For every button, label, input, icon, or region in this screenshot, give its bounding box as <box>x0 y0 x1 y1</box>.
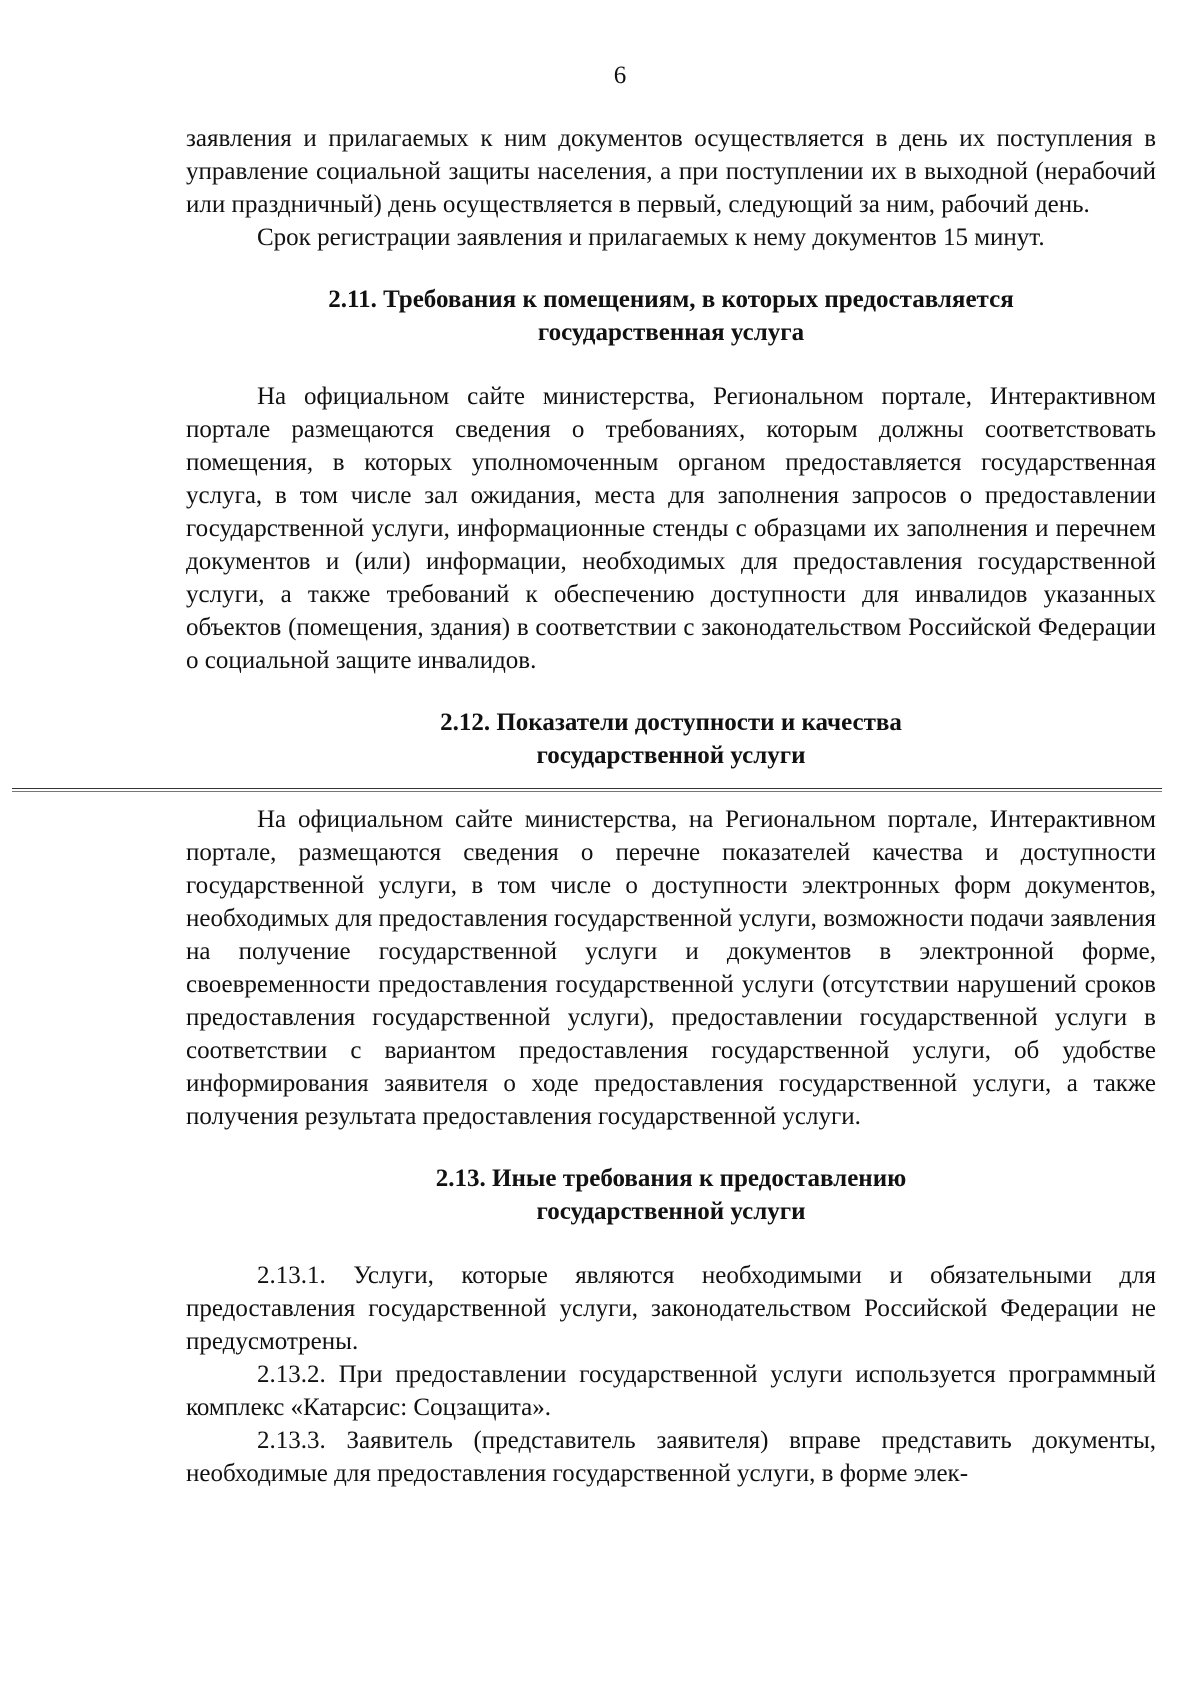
section-2-12-heading-line-2: государственной услуги <box>536 742 806 769</box>
section-2-11-heading <box>186 283 1156 349</box>
section-2-13-heading-line-2: государственной услуги <box>536 1198 806 1225</box>
section-2-13-heading <box>186 1162 1156 1228</box>
document-body <box>186 122 1156 1490</box>
section-2-12-paragraph: На официальном сайте министерства, на Региональном портале, Интерактивном портале, размещаются сведения о перечне показателей качества и доступности государственной услуги, в том числе о доступности электронных форм документов, необходимых для предоставления государственной услуги, возможности подачи заявления на получение государственной услуги и документов в электронной форме, своевременности предоставления государственной услуги (отсутствии нарушений сроков предоставления государственной услуги), предоставлении государственной услуги в соответствии с вариантом предоставления государственной услуги, об удобстве информирования заявителя о ходе предоставления государственной услуги, а также получения результата предоставления государственной услуги. <box>186 806 1156 1130</box>
intro-paragraph-continuation: заявления и прилагаемых к ним документов осуществляется в день их поступления в управление социальной защиты населения, а при поступлении их в выходной (нерабочий или праздничный) день осуществляется в первый, следующий за ним, рабочий день. <box>186 125 1156 218</box>
section-2-13-3-paragraph: 2.13.3. Заявитель (представитель заявителя) вправе представить документы, необходимые для предоставления государственной услуги, в форме элек- <box>186 1427 1156 1487</box>
section-2-13-1-paragraph: 2.13.1. Услуги, которые являются необходимыми и обязательными для предоставления государственной услуги, законодательством Российской Федерации не предусмотрены. <box>186 1262 1156 1355</box>
registration-term-paragraph: Срок регистрации заявления и прилагаемых к нему документов 15 минут. <box>257 224 1045 251</box>
section-2-12-heading <box>186 706 1156 772</box>
section-2-11-paragraph: На официальном сайте министерства, Региональном портале, Интерактивном портале размещаются сведения о требованиях, которым должны соответствовать помещения, в которых уполномоченным органом предоставляется государственная услуга, в том числе зал ожидания, места для заполнения запросов о предоставлении государственной услуги, информационные стенды с образцами их заполнения и перечнем документов и (или) информации, необходимых для предоставления государственной услуги, а также требований к обеспечению доступности для инвалидов указанных объектов (помещения, здания) в соответствии с законодательством Российской Федерации о социальной защите инвалидов. <box>186 383 1156 674</box>
page-number: 6 <box>613 62 627 89</box>
section-2-11-heading-line-2: государственная услуга <box>537 319 805 346</box>
section-2-13-2-paragraph: 2.13.2. При предоставлении государственной услуги используется программный комплекс «Катарсис: Соцзащита». <box>186 1361 1156 1421</box>
section-2-13-heading-line-1: 2.13. Иные требования к предоставлению <box>435 1165 907 1192</box>
section-2-12-heading-line-1: 2.12. Показатели доступности и качества <box>440 709 902 736</box>
section-2-11-heading-line-1: 2.11. Требования к помещениям, в которых предоставляется <box>328 286 1014 313</box>
